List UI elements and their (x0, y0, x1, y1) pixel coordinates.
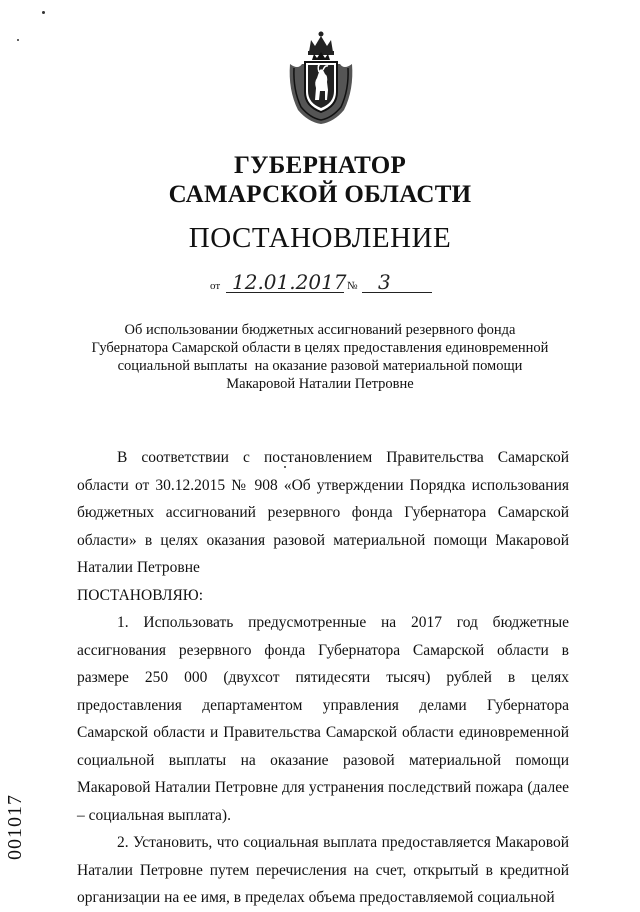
number-prefix: № (347, 280, 358, 292)
preamble-paragraph: В соответствии с постановлением Правительства Самарской области от 30.12.2015 № 908 «Об утверждении Порядка использования бюджетных ассигнований резервного фонда Губернатора Самарской области» в целях оказания разовой материальной помощи Макаровой Наталии Петровне (77, 449, 569, 576)
samara-coat-of-arms-icon (284, 30, 358, 126)
document-body (77, 444, 569, 912)
date-number-line (210, 270, 440, 296)
handwritten-date: 12.01.2017 (232, 270, 347, 294)
issuer-title-line-1: ГУБЕРНАТОР (233, 152, 407, 179)
subject-line: Макаровой Наталии Петровне (226, 376, 414, 392)
scan-speck (284, 466, 286, 468)
handwritten-number: 3 (378, 270, 391, 294)
number-underline (362, 292, 432, 293)
subject-line: Об использовании бюджетных ассигнований резервного фонда (124, 322, 516, 338)
subject-line: Губернатора Самарской области в целях предоставления единовременной (91, 340, 549, 356)
issuer-title-line-2: САМАРСКОЙ ОБЛАСТИ (168, 181, 472, 208)
margin-serial-number: 001017 (4, 794, 26, 860)
subject-line: социальной выплаты на оказание разовой материальной помощи (117, 358, 523, 374)
item-1-paragraph: 1. Использовать предусмотренные на 2017 год бюджетные ассигнования резервного фонда Губернатора Самарской области в размере 250 000 (двухсот пятидесяти тысяч) рублей в целях предоставления департаментом управления делами Губернатора Самарской области и Правительства Самарской области единовременной социальной выплаты на оказание разовой материальной помощи Макаровой Наталии Петровне для устранения последствий пожара (далее – социальная выплата). (77, 614, 569, 824)
item-2-paragraph: 2. Установить, что социальная выплата предоставляется Макаровой Наталии Петровне путем перечисления на счет, открытый в кредитной организации на ее имя, в пределах объема предоставляемой социальной (77, 834, 569, 906)
resolve-word: ПОСТАНОВЛЯЮ: (77, 586, 204, 604)
scan-speck (42, 11, 45, 14)
scan-speck (17, 39, 19, 41)
document-subject (90, 321, 550, 393)
document-type: ПОСТАНОВЛЕНИЕ (188, 222, 452, 254)
date-prefix: от (210, 280, 221, 292)
